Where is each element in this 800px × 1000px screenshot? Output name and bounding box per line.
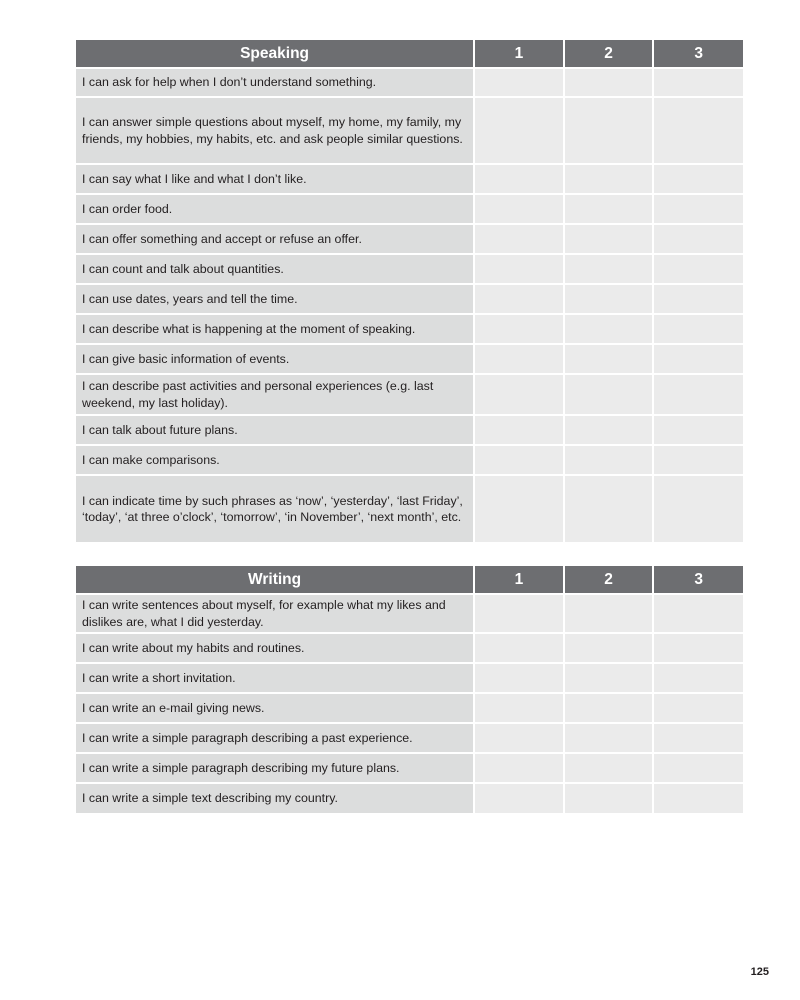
- score-cell-1[interactable]: [474, 693, 564, 723]
- score-cell-1[interactable]: [474, 475, 564, 542]
- score-cell-1[interactable]: [474, 445, 564, 475]
- score-cell-3[interactable]: [653, 164, 743, 194]
- statement-cell: I can describe past activities and personal experiences (e.g. last weekend, my last holiday).: [76, 374, 474, 415]
- statement-cell: I can describe what is happening at the moment of speaking.: [76, 314, 474, 344]
- speaking-header-col-3: 3: [653, 40, 743, 68]
- score-cell-1[interactable]: [474, 224, 564, 254]
- statement-cell: I can offer something and accept or refuse an offer.: [76, 224, 474, 254]
- score-cell-2[interactable]: [564, 475, 654, 542]
- score-cell-3[interactable]: [653, 97, 743, 164]
- score-cell-3[interactable]: [653, 254, 743, 284]
- score-cell-3[interactable]: [653, 475, 743, 542]
- speaking-header-row: [76, 40, 743, 68]
- score-cell-2[interactable]: [564, 284, 654, 314]
- speaking-header-title: Speaking: [76, 40, 474, 68]
- statement-cell: I can write sentences about myself, for example what my likes and dislikes are, what I did yesterday.: [76, 594, 474, 633]
- statement-cell: I can use dates, years and tell the time.: [76, 284, 474, 314]
- score-cell-1[interactable]: [474, 164, 564, 194]
- score-cell-2[interactable]: [564, 723, 654, 753]
- score-cell-1[interactable]: [474, 374, 564, 415]
- speaking-header-col-2: 2: [564, 40, 654, 68]
- score-cell-3[interactable]: [653, 693, 743, 723]
- statement-cell: I can answer simple questions about myself, my home, my family, my friends, my hobbies, my habits, etc. and ask people similar questions.: [76, 97, 474, 164]
- score-cell-2[interactable]: [564, 693, 654, 723]
- score-cell-2[interactable]: [564, 224, 654, 254]
- score-cell-2[interactable]: [564, 254, 654, 284]
- table-row: [76, 475, 743, 542]
- score-cell-3[interactable]: [653, 284, 743, 314]
- statement-cell: I can write about my habits and routines.: [76, 633, 474, 663]
- statement-cell: I can talk about future plans.: [76, 415, 474, 445]
- table-row: [76, 97, 743, 164]
- score-cell-1[interactable]: [474, 663, 564, 693]
- table-row: [76, 314, 743, 344]
- table-row: [76, 344, 743, 374]
- table-row: [76, 633, 743, 663]
- statement-cell: I can order food.: [76, 194, 474, 224]
- statement-cell: I can give basic information of events.: [76, 344, 474, 374]
- score-cell-1[interactable]: [474, 415, 564, 445]
- table-row: [76, 783, 743, 813]
- score-cell-1[interactable]: [474, 97, 564, 164]
- statement-cell: I can count and talk about quantities.: [76, 254, 474, 284]
- table-row: [76, 445, 743, 475]
- score-cell-3[interactable]: [653, 194, 743, 224]
- score-cell-3[interactable]: [653, 314, 743, 344]
- score-cell-2[interactable]: [564, 753, 654, 783]
- score-cell-3[interactable]: [653, 415, 743, 445]
- score-cell-2[interactable]: [564, 374, 654, 415]
- writing-header-col-2: 2: [564, 566, 654, 594]
- score-cell-1[interactable]: [474, 783, 564, 813]
- score-cell-2[interactable]: [564, 445, 654, 475]
- table-row: [76, 753, 743, 783]
- table-row: [76, 723, 743, 753]
- table-row: [76, 374, 743, 415]
- statement-cell: I can ask for help when I don’t understand something.: [76, 68, 474, 97]
- statement-cell: I can write a short invitation.: [76, 663, 474, 693]
- table-row: [76, 68, 743, 97]
- statement-cell: I can write an e-mail giving news.: [76, 693, 474, 723]
- table-row: [76, 415, 743, 445]
- table-row: [76, 224, 743, 254]
- score-cell-2[interactable]: [564, 194, 654, 224]
- score-cell-3[interactable]: [653, 633, 743, 663]
- table-row: [76, 194, 743, 224]
- score-cell-1[interactable]: [474, 753, 564, 783]
- score-cell-3[interactable]: [653, 783, 743, 813]
- score-cell-2[interactable]: [564, 663, 654, 693]
- score-cell-1[interactable]: [474, 68, 564, 97]
- writing-header-row: [76, 566, 743, 594]
- score-cell-2[interactable]: [564, 633, 654, 663]
- table-row: [76, 164, 743, 194]
- writing-header-col-1: 1: [474, 566, 564, 594]
- statement-cell: I can make comparisons.: [76, 445, 474, 475]
- table-row: [76, 254, 743, 284]
- score-cell-3[interactable]: [653, 663, 743, 693]
- statement-cell: I can write a simple paragraph describing a past experience.: [76, 723, 474, 753]
- score-cell-3[interactable]: [653, 594, 743, 633]
- score-cell-2[interactable]: [564, 344, 654, 374]
- score-cell-1[interactable]: [474, 314, 564, 344]
- score-cell-2[interactable]: [564, 415, 654, 445]
- score-cell-1[interactable]: [474, 723, 564, 753]
- score-cell-3[interactable]: [653, 753, 743, 783]
- table-row: [76, 693, 743, 723]
- statement-cell: I can write a simple paragraph describing my future plans.: [76, 753, 474, 783]
- score-cell-3[interactable]: [653, 68, 743, 97]
- score-cell-3[interactable]: [653, 344, 743, 374]
- score-cell-2[interactable]: [564, 594, 654, 633]
- statement-cell: I can say what I like and what I don’t like.: [76, 164, 474, 194]
- score-cell-1[interactable]: [474, 594, 564, 633]
- score-cell-2[interactable]: [564, 314, 654, 344]
- score-cell-3[interactable]: [653, 224, 743, 254]
- table-row: [76, 663, 743, 693]
- speaking-table: [76, 40, 743, 542]
- score-cell-1[interactable]: [474, 633, 564, 663]
- table-row: [76, 284, 743, 314]
- score-cell-2[interactable]: [564, 68, 654, 97]
- page-number: 125: [750, 966, 769, 978]
- writing-header-title: Writing: [76, 566, 474, 594]
- score-cell-1[interactable]: [474, 194, 564, 224]
- score-cell-3[interactable]: [653, 374, 743, 415]
- statement-cell: I can indicate time by such phrases as ‘now’, ‘yesterday’, ‘last Friday’, ‘today’, ‘at three o’clock’, ‘tomorrow’, ‘in November’, ‘next month’, etc.: [76, 475, 474, 542]
- writing-table: [76, 566, 743, 813]
- statement-cell: I can write a simple text describing my country.: [76, 783, 474, 813]
- speaking-header-col-1: 1: [474, 40, 564, 68]
- score-cell-1[interactable]: [474, 254, 564, 284]
- table-row: [76, 594, 743, 633]
- writing-header-col-3: 3: [653, 566, 743, 594]
- score-cell-1[interactable]: [474, 344, 564, 374]
- score-cell-2[interactable]: [564, 97, 654, 164]
- score-cell-1[interactable]: [474, 284, 564, 314]
- score-cell-2[interactable]: [564, 783, 654, 813]
- score-cell-3[interactable]: [653, 445, 743, 475]
- score-cell-2[interactable]: [564, 164, 654, 194]
- score-cell-3[interactable]: [653, 723, 743, 753]
